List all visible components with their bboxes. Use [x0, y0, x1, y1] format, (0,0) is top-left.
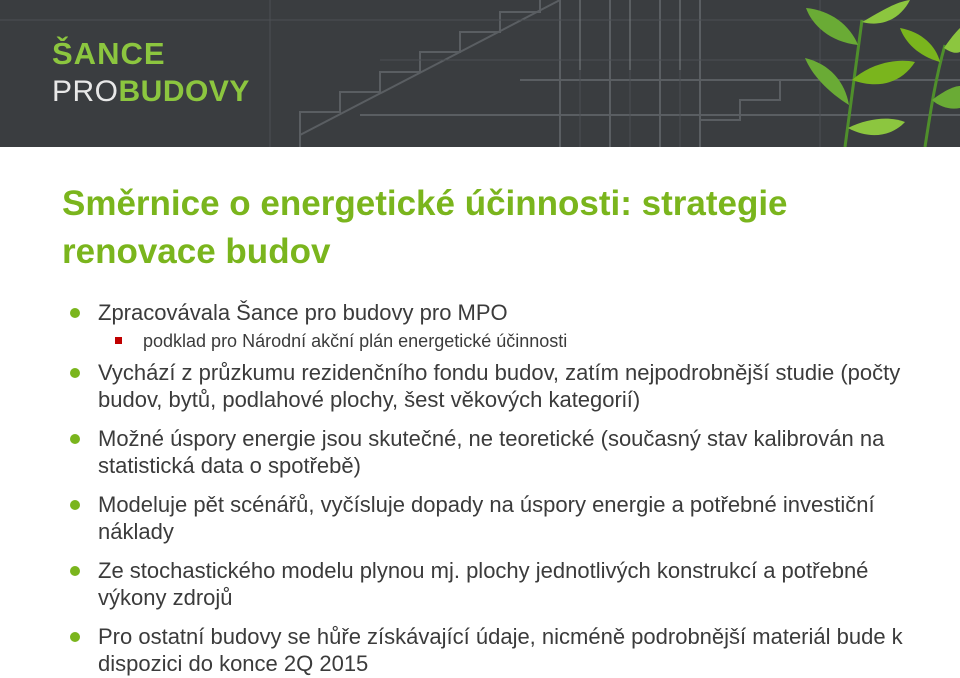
sub-bullet-list: [98, 329, 940, 353]
sub-bullet-item: [98, 329, 940, 353]
bullet-dot-icon: [70, 632, 80, 642]
bullet-dot-icon: [70, 308, 80, 318]
bullet-item: [70, 491, 940, 546]
bullet-text: Zpracovávala Šance pro budovy pro MPO: [98, 300, 508, 325]
logo: [52, 38, 250, 107]
logo-sance: ŠANCE: [52, 36, 166, 71]
bullet-item: [70, 557, 940, 612]
bullet-text: Ze stochastického modelu plynou mj. plochy jednotlivých konstrukcí a potřebné výkony zdrojů: [98, 557, 869, 610]
bullet-dot-icon: [70, 434, 80, 444]
slide-title: Směrnice o energetické účinnosti: strategie renovace budov: [62, 184, 788, 271]
bullet-item: [70, 425, 940, 480]
header-banner: [0, 0, 960, 147]
square-bullet-icon: [115, 337, 122, 344]
bullet-dot-icon: [70, 368, 80, 378]
bullet-list: [70, 299, 940, 678]
logo-budovy: BUDOVY: [118, 75, 250, 108]
bullet-dot-icon: [70, 500, 80, 510]
logo-pro-budovy: [52, 77, 250, 107]
bullet-dot-icon: [70, 566, 80, 576]
bullet-item: [70, 299, 940, 353]
bullet-item: [70, 359, 940, 414]
bullet-text: Pro ostatní budovy se hůře získávající údaje, nicméně podrobnější materiál bude k dispozici do konce 2Q 2015: [98, 623, 903, 676]
bullet-item: [70, 623, 940, 678]
bullet-text: Modeluje pět scénářů, vyčísluje dopady na úspory energie a potřebné investiční náklady: [98, 491, 875, 544]
bullet-text: Možné úspory energie jsou skutečné, ne teoretické (současný stav kalibrován na statistická data o spotřebě): [98, 425, 885, 478]
bullet-text: Vychází z průzkumu rezidenčního fondu budov, zatím nejpodrobnější studie (počty budov, bytů, podlahové plochy, šest věkových kategorií): [98, 359, 901, 412]
sub-bullet-text: podklad pro Národní akční plán energetické účinnosti: [143, 330, 568, 351]
logo-pro: PRO: [52, 75, 119, 108]
